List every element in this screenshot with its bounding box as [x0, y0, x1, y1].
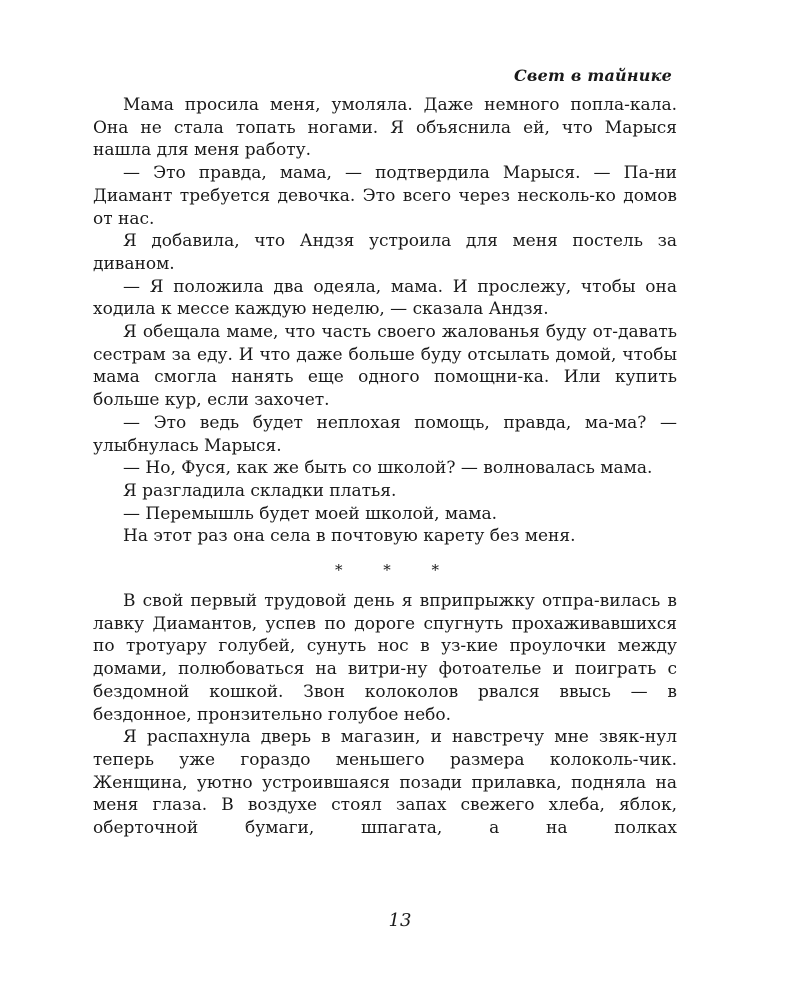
paragraph: — Я положила два одеяла, мама. И прослежу, чтобы она ходила к мессе каждую неделю, — сказала Андзя.: [93, 276, 677, 320]
section-one: [93, 94, 677, 548]
paragraph: Я добавила, что Андзя устроила для меня постель за диваном.: [93, 231, 677, 274]
paragraph: Я разгладила складки платья.: [123, 480, 397, 501]
running-head: Свет в тайнике: [513, 66, 672, 85]
body-text: [93, 94, 677, 840]
paragraph: — Перемышль будет моей школой, мама.: [123, 503, 498, 524]
paragraph: В свой первый трудовой день я вприпрыжку отпра-вилась в лавку Диамантов, успев по дороге спугнуть прохаживавшихся по тротуару голубей, сунуть нос в уз-кие проулочки между домами, полюбоваться на витри-ну фотоателье и поиграть с бездомной кошкой. Звон колоколов рвался ввысь — в бездонное, пронзительно голубое небо.: [93, 591, 677, 725]
paragraph: Я распахнула дверь в магазин, и навстречу мне звяк-нул теперь уже гораздо меньшего размера колоколь-чик. Женщина, уютно устроившаяся позади прилавка, подняла на меня глаза. В воздухе стоял запах свежего хлеба, яблок, оберточной бумаги, шпагата, а на полках: [93, 727, 677, 839]
paragraph: — Это ведь будет неплохая помощь, правда, ма-ма? — улыбнулась Марыся.: [93, 412, 677, 456]
section-two: [93, 590, 677, 840]
page-number: 13: [388, 910, 412, 931]
paragraph: Мама просила меня, умоляла. Даже немного попла-кала. Она не стала топать ногами. Я объяснила ей, что Марыся нашла для меня работу.: [93, 95, 677, 161]
paragraph: На этот раз она села в почтовую карету без меня.: [123, 526, 576, 547]
section-separator: * * *: [334, 561, 458, 580]
paragraph: Я обещала маме, что часть своего жалованья буду от-давать сестрам за еду. И что даже больше буду отсылать домой, чтобы мама смогла нанять еще одного помощни-ка. Или купить больше кур, если захочет.: [93, 322, 677, 411]
paragraph: — Это правда, мама, — подтвердила Марыся. — Па-ни Диамант требуется девочка. Это всего через несколь-ко домов от нас.: [93, 163, 677, 229]
paragraph: — Но, Фуся, как же быть со школой? — волновалась мама.: [123, 458, 653, 479]
